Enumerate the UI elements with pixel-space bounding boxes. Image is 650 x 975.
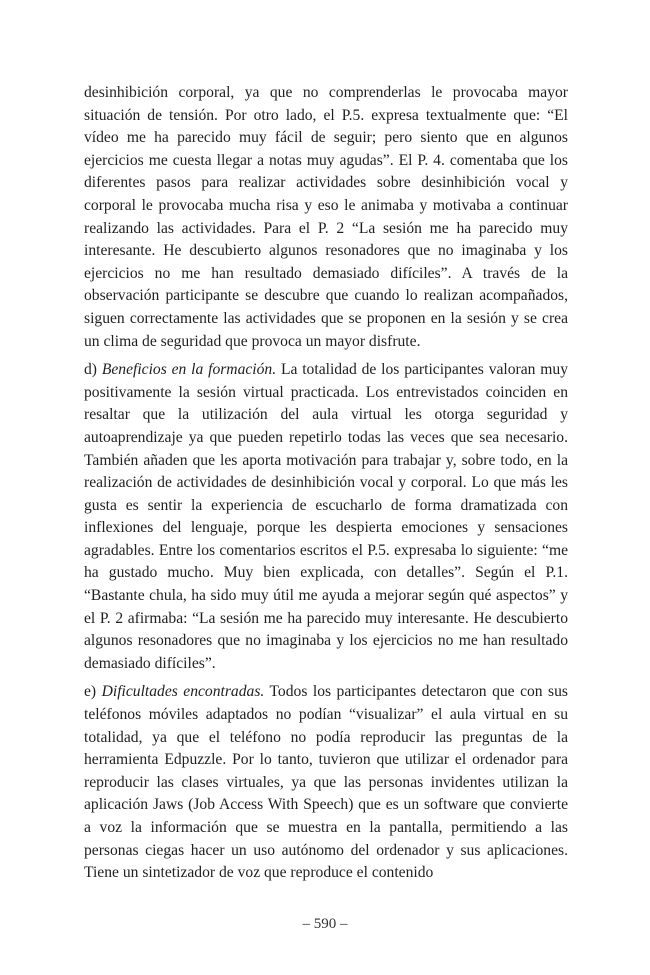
paragraph-text: La totalidad de los participantes valoran muy positivamente la sesión virtual practicada. Los entrevistados coinciden en resaltar que la utilización del aula virtual les otorga seguridad y autoaprendizaje ya que pueden repetirlo todas las veces que sea necesario. También añaden que les aporta motivación para trabajar y, sobre todo, en la realización de actividades de desinhibición vocal y corporal. Lo que más les gusta es sentir la experiencia de escucharlo de forma dramatizada con inflexiones del lenguaje, porque les despierta emociones y sensaciones agradables. Entre los comentarios escritos el P.5. expresaba lo siguiente: “me ha gustado mucho. Muy bien explicada, con detalles”. Según el P.1. “Bastante chula, ha sido muy útil me ayuda a mejorar según qué aspectos” y el P. 2 afirmaba: “La sesión me ha parecido muy interesante. He descubierto algunos resonadores que no imaginaba y los ejercicios no me han resultado demasiado difíciles”. xyxy=(84,361,569,672)
page-body xyxy=(84,82,568,891)
paragraph-text: desinhibición corporal, ya que no comprenderlas le provocaba mayor situación de tensión. Por otro lado, el P.5. expresa textualmente que: “El vídeo me ha parecido muy fácil de seguir; pero siento que en algunos ejercicios me cuesta llegar a notas muy agudas”. El P. 4. comentaba que los diferentes pasos para realizar actividades sobre desinhibición vocal y corporal le provocaba mucha risa y eso le animaba y motivaba a continuar realizando las actividades. Para el P. 2 “La sesión me ha parecido muy interesante. He descubierto algunos resonadores que no imaginaba y los ejercicios no me han resultado demasiado difíciles”. A través de la observación participante se descubre que cuando lo realizan acompañados, siguen correctamente las actividades que se proponen en la sesión y se crea un clima de seguridad que provoca un mayor disfrute. xyxy=(84,84,568,350)
section-heading: Beneficios en la formación. xyxy=(101,361,277,379)
paragraph-dificultades xyxy=(84,681,568,884)
paragraph-label: d) xyxy=(84,361,102,379)
section-heading: Dificultades encontradas. xyxy=(101,683,265,701)
page-number: – 590 – xyxy=(302,916,348,932)
paragraph-continuation xyxy=(84,82,568,353)
paragraph-beneficios xyxy=(84,359,568,675)
paragraph-text: Todos los participantes detectaron que con sus teléfonos móviles adaptados no podían “visualizar” el aula virtual en su totalidad, ya que el teléfono no podía reproducir las preguntas de la herramienta Edpuzzle. Por lo tanto, tuvieron que utilizar el ordenador para reproducir las clases virtuales, ya que las personas invidentes utilizan la aplicación Jaws (Job Access With Speech) que es un software que convierte a voz la información que se muestra en la pantalla, permitiendo a las personas ciegas hacer un uso autónomo del ordenador y sus aplicaciones. Tiene un sintetizador de voz que reproduce el contenido xyxy=(84,683,568,882)
paragraph-label: e) xyxy=(84,683,102,701)
